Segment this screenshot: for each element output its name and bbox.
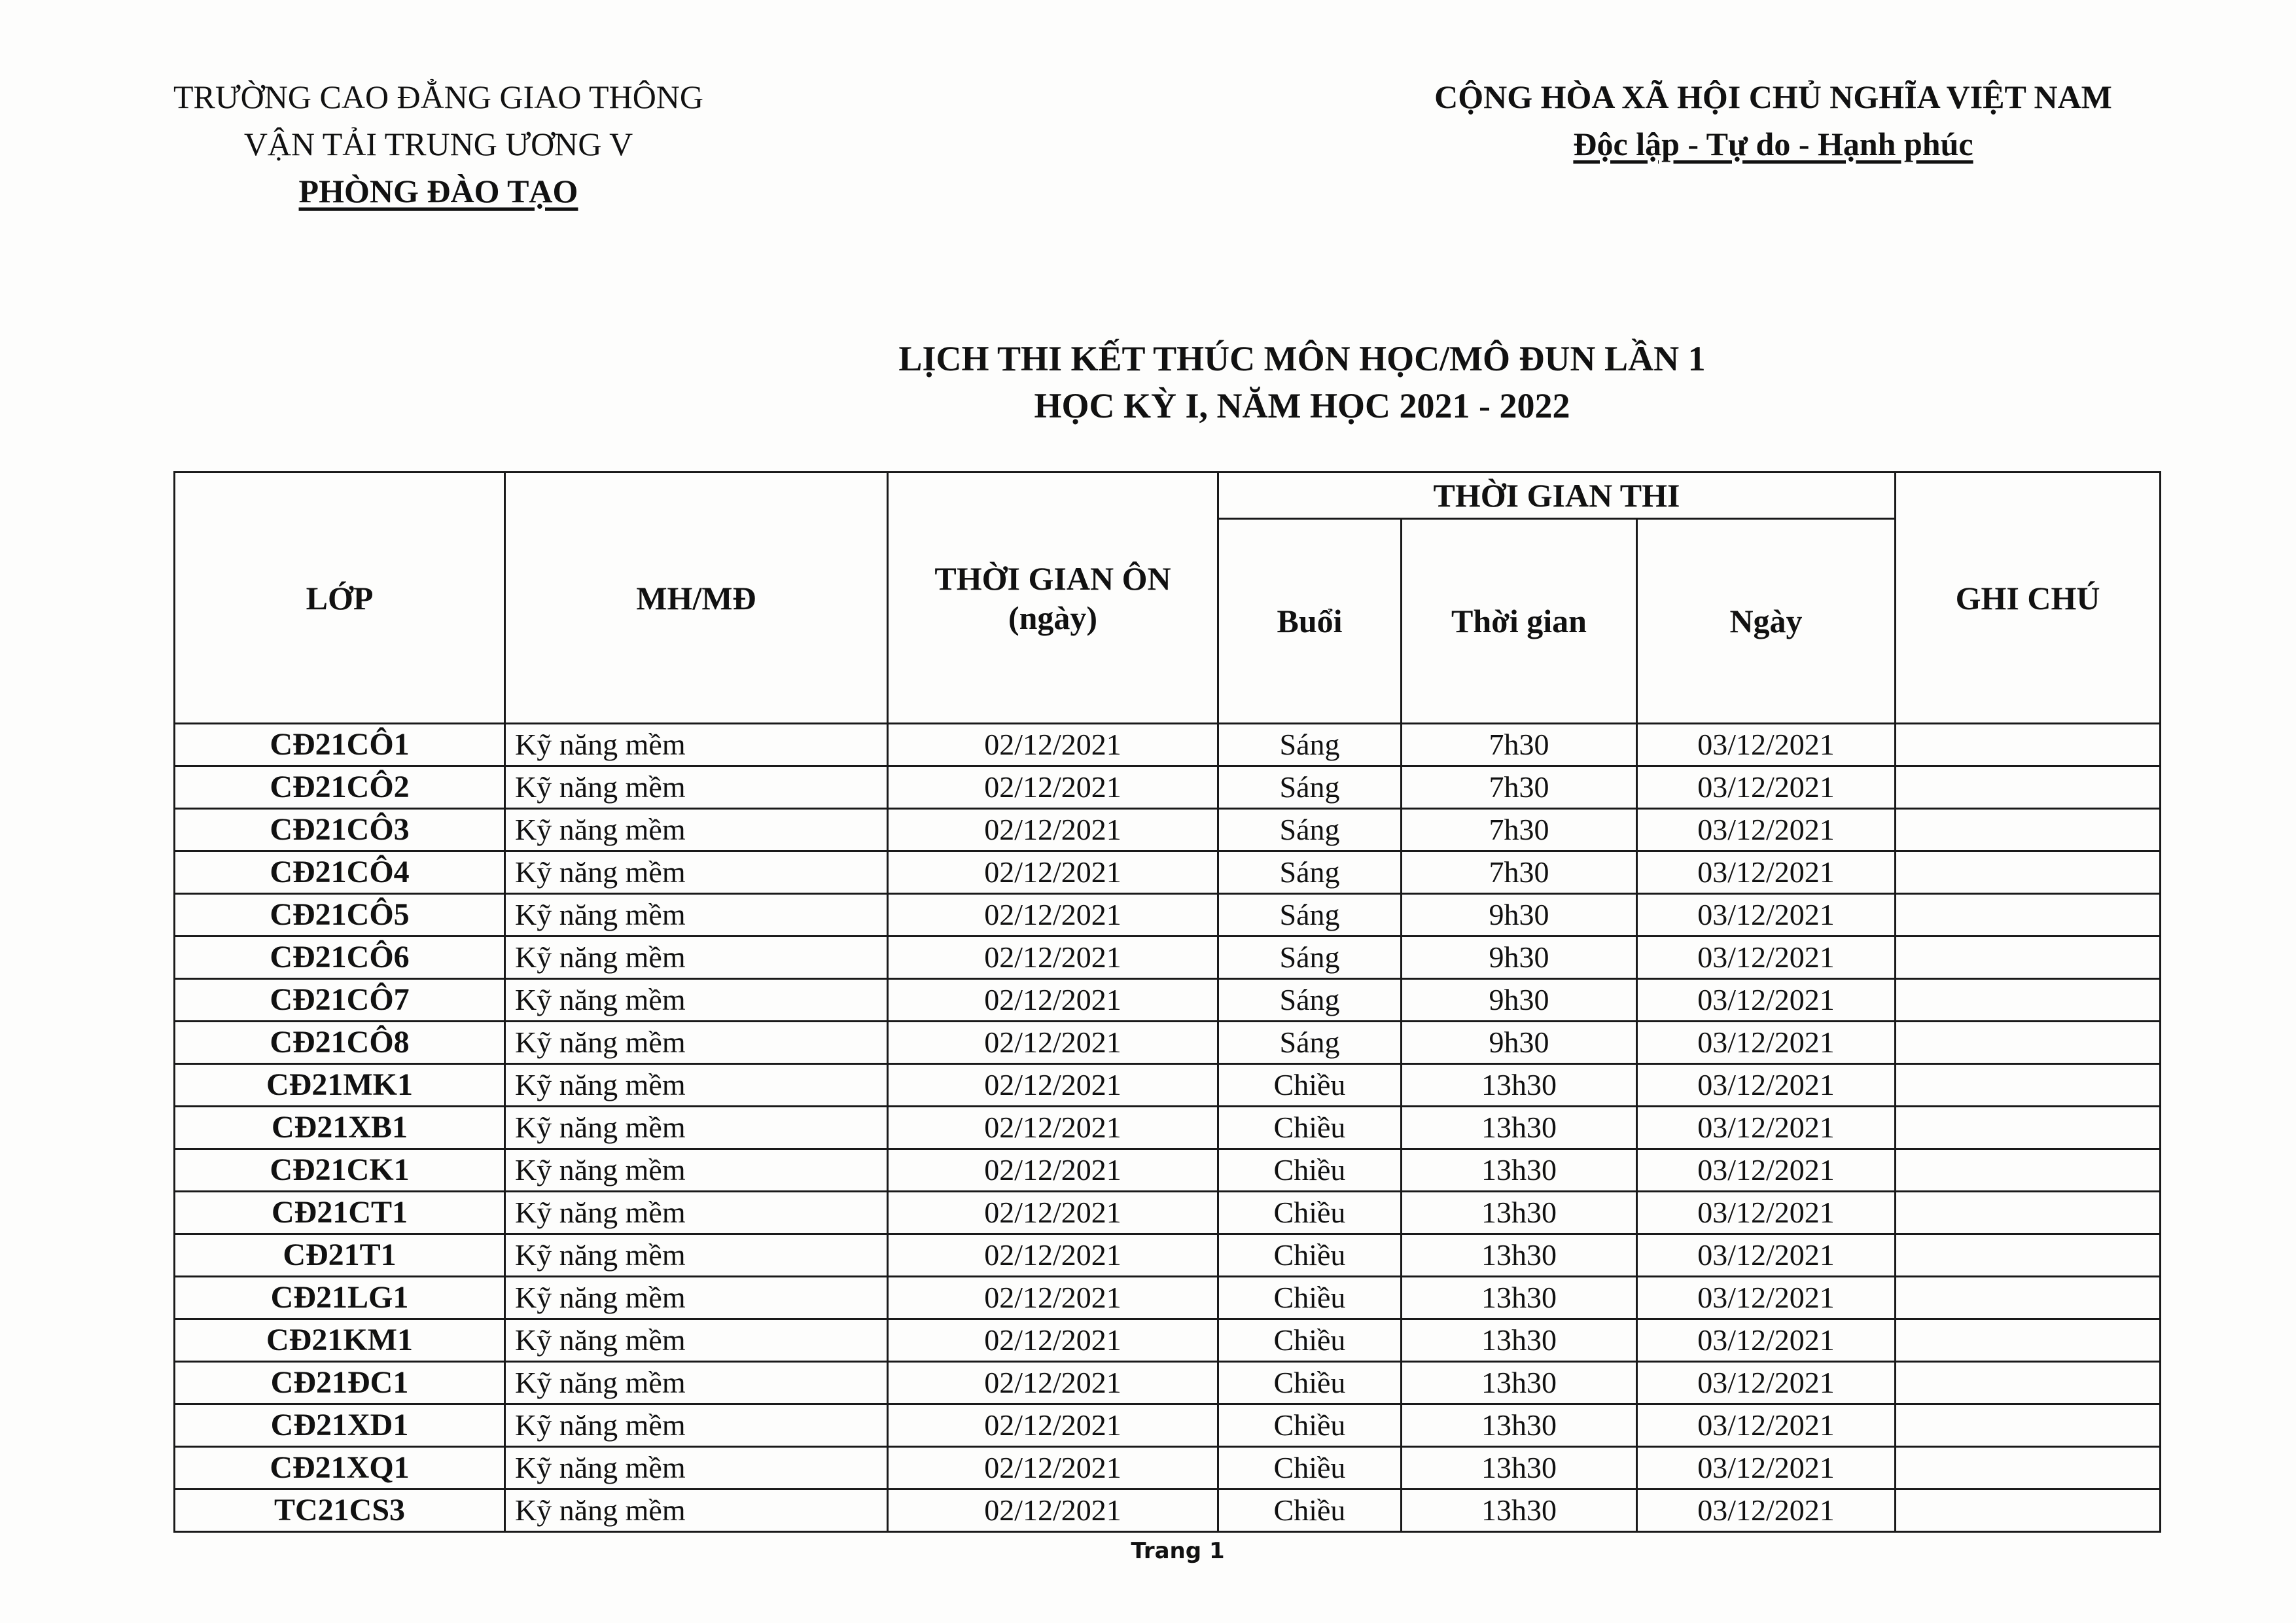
cell-note (1896, 1192, 2161, 1234)
cell-time: 13h30 (1402, 1319, 1637, 1362)
table-row (175, 936, 2161, 979)
cell-session: Chiều (1218, 1234, 1402, 1277)
cell-time: 13h30 (1402, 1277, 1637, 1319)
cell-class: CĐ21CK1 (175, 1149, 505, 1192)
cell-subject: Kỹ năng mềm (505, 1149, 888, 1192)
school-name-line2: VẬN TẢI TRUNG ƯƠNG V (243, 126, 633, 162)
cell-class: CĐ21MK1 (175, 1064, 505, 1107)
cell-review-date: 02/12/2021 (888, 724, 1218, 766)
exam-schedule-table (173, 471, 2161, 1533)
cell-exam-date: 03/12/2021 (1637, 1149, 1896, 1192)
header-exam-time-group: THỜI GIAN THI (1218, 473, 1896, 519)
cell-subject: Kỹ năng mềm (505, 1064, 888, 1107)
cell-session: Chiều (1218, 1149, 1402, 1192)
page-number: Trang 1 (1131, 1538, 1225, 1564)
cell-subject: Kỹ năng mềm (505, 1192, 888, 1234)
table-row (175, 1149, 2161, 1192)
cell-exam-date: 03/12/2021 (1637, 1277, 1896, 1319)
cell-session: Sáng (1218, 936, 1402, 979)
cell-note (1896, 809, 2161, 851)
cell-note (1896, 1064, 2161, 1107)
cell-time: 13h30 (1402, 1064, 1637, 1107)
cell-note (1896, 766, 2161, 809)
cell-time: 13h30 (1402, 1192, 1637, 1234)
cell-class: CĐ21CT1 (175, 1192, 505, 1234)
table-row (175, 1362, 2161, 1404)
cell-session: Sáng (1218, 894, 1402, 936)
cell-subject: Kỹ năng mềm (505, 894, 888, 936)
cell-subject: Kỹ năng mềm (505, 724, 888, 766)
cell-note (1896, 1489, 2161, 1532)
table-row (175, 1319, 2161, 1362)
cell-review-date: 02/12/2021 (888, 1319, 1218, 1362)
cell-review-date: 02/12/2021 (888, 766, 1218, 809)
cell-exam-date: 03/12/2021 (1637, 936, 1896, 979)
table-row (175, 1489, 2161, 1532)
cell-review-date: 02/12/2021 (888, 1149, 1218, 1192)
document-title (654, 335, 1950, 429)
cell-class: CĐ21CÔ5 (175, 894, 505, 936)
cell-review-date: 02/12/2021 (888, 851, 1218, 894)
cell-review-date: 02/12/2021 (888, 1107, 1218, 1149)
table-row (175, 851, 2161, 894)
cell-note (1896, 1319, 2161, 1362)
header-review-line2: (ngày) (1008, 599, 1098, 636)
cell-note (1896, 894, 2161, 936)
cell-class: CĐ21CÔ7 (175, 979, 505, 1022)
cell-class: CĐ21CÔ6 (175, 936, 505, 979)
cell-session: Sáng (1218, 724, 1402, 766)
table-row (175, 809, 2161, 851)
cell-exam-date: 03/12/2021 (1637, 766, 1896, 809)
table-row (175, 1447, 2161, 1489)
cell-time: 13h30 (1402, 1107, 1637, 1149)
table-row (175, 1277, 2161, 1319)
cell-time: 7h30 (1402, 809, 1637, 851)
cell-time: 9h30 (1402, 894, 1637, 936)
cell-subject: Kỹ năng mềm (505, 1489, 888, 1532)
cell-review-date: 02/12/2021 (888, 1404, 1218, 1447)
cell-subject: Kỹ năng mềm (505, 1362, 888, 1404)
department-name: PHÒNG ĐÀO TẠO (298, 173, 578, 209)
cell-exam-date: 03/12/2021 (1637, 1447, 1896, 1489)
cell-exam-date: 03/12/2021 (1637, 851, 1896, 894)
header-review-time (888, 473, 1218, 724)
cell-session: Chiều (1218, 1447, 1402, 1489)
cell-review-date: 02/12/2021 (888, 979, 1218, 1022)
cell-time: 13h30 (1402, 1404, 1637, 1447)
cell-exam-date: 03/12/2021 (1637, 809, 1896, 851)
cell-review-date: 02/12/2021 (888, 936, 1218, 979)
country-name: CỘNG HÒA XÃ HỘI CHỦ NGHĨA VIỆT NAM (1434, 79, 2112, 115)
cell-subject: Kỹ năng mềm (505, 1404, 888, 1447)
cell-note (1896, 1107, 2161, 1149)
cell-time: 13h30 (1402, 1234, 1637, 1277)
cell-review-date: 02/12/2021 (888, 1362, 1218, 1404)
cell-session: Sáng (1218, 851, 1402, 894)
cell-exam-date: 03/12/2021 (1637, 1234, 1896, 1277)
cell-exam-date: 03/12/2021 (1637, 894, 1896, 936)
table-row (175, 1404, 2161, 1447)
cell-subject: Kỹ năng mềm (505, 1234, 888, 1277)
cell-time: 9h30 (1402, 979, 1637, 1022)
cell-class: CĐ21LG1 (175, 1277, 505, 1319)
cell-time: 13h30 (1402, 1489, 1637, 1532)
cell-subject: Kỹ năng mềm (505, 1022, 888, 1064)
cell-note (1896, 1234, 2161, 1277)
school-name-line1: TRƯỜNG CAO ĐẲNG GIAO THÔNG (173, 79, 704, 115)
cell-note (1896, 936, 2161, 979)
cell-time: 9h30 (1402, 1022, 1637, 1064)
cell-session: Chiều (1218, 1362, 1402, 1404)
title-line2: HỌC KỲ I, NĂM HỌC 2021 - 2022 (1034, 386, 1570, 425)
cell-session: Chiều (1218, 1107, 1402, 1149)
cell-session: Sáng (1218, 1022, 1402, 1064)
cell-subject: Kỹ năng mềm (505, 766, 888, 809)
header-class: LỚP (175, 473, 505, 724)
cell-time: 9h30 (1402, 936, 1637, 979)
cell-note (1896, 979, 2161, 1022)
cell-note (1896, 1022, 2161, 1064)
cell-class: CĐ21CÔ1 (175, 724, 505, 766)
cell-subject: Kỹ năng mềm (505, 809, 888, 851)
table-row (175, 1022, 2161, 1064)
header-session: Buổi (1218, 519, 1402, 724)
cell-subject: Kỹ năng mềm (505, 1447, 888, 1489)
cell-exam-date: 03/12/2021 (1637, 1064, 1896, 1107)
cell-review-date: 02/12/2021 (888, 1489, 1218, 1532)
cell-session: Chiều (1218, 1489, 1402, 1532)
cell-session: Sáng (1218, 979, 1402, 1022)
cell-time: 7h30 (1402, 851, 1637, 894)
cell-time: 13h30 (1402, 1362, 1637, 1404)
cell-note (1896, 1149, 2161, 1192)
table-row (175, 724, 2161, 766)
table-row (175, 1192, 2161, 1234)
issuer-block (124, 73, 752, 215)
cell-note (1896, 1447, 2161, 1489)
cell-session: Sáng (1218, 766, 1402, 809)
cell-session: Chiều (1218, 1404, 1402, 1447)
cell-exam-date: 03/12/2021 (1637, 724, 1896, 766)
cell-review-date: 02/12/2021 (888, 1234, 1218, 1277)
table-row (175, 894, 2161, 936)
table-row (175, 766, 2161, 809)
cell-session: Sáng (1218, 809, 1402, 851)
table-row (175, 1107, 2161, 1149)
cell-exam-date: 03/12/2021 (1637, 1489, 1896, 1532)
cell-exam-date: 03/12/2021 (1637, 1319, 1896, 1362)
cell-subject: Kỹ năng mềm (505, 979, 888, 1022)
header-review-line1: THỜI GIAN ÔN (934, 560, 1171, 597)
cell-note (1896, 724, 2161, 766)
cell-exam-date: 03/12/2021 (1637, 979, 1896, 1022)
cell-time: 13h30 (1402, 1447, 1637, 1489)
cell-class: CĐ21CÔ3 (175, 809, 505, 851)
national-motto: Độc lập - Tự do - Hạnh phúc (1573, 126, 1973, 162)
cell-review-date: 02/12/2021 (888, 1447, 1218, 1489)
cell-review-date: 02/12/2021 (888, 1192, 1218, 1234)
cell-review-date: 02/12/2021 (888, 1277, 1218, 1319)
header-time: Thời gian (1402, 519, 1637, 724)
cell-review-date: 02/12/2021 (888, 1064, 1218, 1107)
cell-note (1896, 1404, 2161, 1447)
cell-exam-date: 03/12/2021 (1637, 1022, 1896, 1064)
table-row (175, 1064, 2161, 1107)
table-row (175, 979, 2161, 1022)
cell-session: Chiều (1218, 1319, 1402, 1362)
cell-time: 7h30 (1402, 724, 1637, 766)
table-row (175, 1234, 2161, 1277)
cell-note (1896, 1277, 2161, 1319)
cell-class: CĐ21ĐC1 (175, 1362, 505, 1404)
cell-class: CĐ21KM1 (175, 1319, 505, 1362)
cell-subject: Kỹ năng mềm (505, 1277, 888, 1319)
cell-class: CĐ21XD1 (175, 1404, 505, 1447)
cell-subject: Kỹ năng mềm (505, 1107, 888, 1149)
cell-subject: Kỹ năng mềm (505, 851, 888, 894)
cell-class: CĐ21CÔ8 (175, 1022, 505, 1064)
title-line1: LỊCH THI KẾT THÚC MÔN HỌC/MÔ ĐUN LẦN 1 (898, 339, 1706, 378)
header-subject: MH/MĐ (505, 473, 888, 724)
national-header (1387, 73, 2159, 168)
cell-exam-date: 03/12/2021 (1637, 1192, 1896, 1234)
cell-class: CĐ21XB1 (175, 1107, 505, 1149)
header-date: Ngày (1637, 519, 1896, 724)
cell-review-date: 02/12/2021 (888, 809, 1218, 851)
cell-exam-date: 03/12/2021 (1637, 1362, 1896, 1404)
cell-session: Chiều (1218, 1192, 1402, 1234)
cell-exam-date: 03/12/2021 (1637, 1107, 1896, 1149)
cell-time: 13h30 (1402, 1149, 1637, 1192)
cell-note (1896, 1362, 2161, 1404)
cell-class: CĐ21XQ1 (175, 1447, 505, 1489)
cell-note (1896, 851, 2161, 894)
cell-class: TC21CS3 (175, 1489, 505, 1532)
cell-time: 7h30 (1402, 766, 1637, 809)
cell-exam-date: 03/12/2021 (1637, 1404, 1896, 1447)
cell-class: CĐ21CÔ4 (175, 851, 505, 894)
cell-session: Chiều (1218, 1277, 1402, 1319)
cell-review-date: 02/12/2021 (888, 1022, 1218, 1064)
cell-review-date: 02/12/2021 (888, 894, 1218, 936)
cell-class: CĐ21CÔ2 (175, 766, 505, 809)
header-note: GHI CHÚ (1896, 473, 2161, 724)
cell-session: Chiều (1218, 1064, 1402, 1107)
cell-subject: Kỹ năng mềm (505, 1319, 888, 1362)
cell-subject: Kỹ năng mềm (505, 936, 888, 979)
cell-class: CĐ21T1 (175, 1234, 505, 1277)
